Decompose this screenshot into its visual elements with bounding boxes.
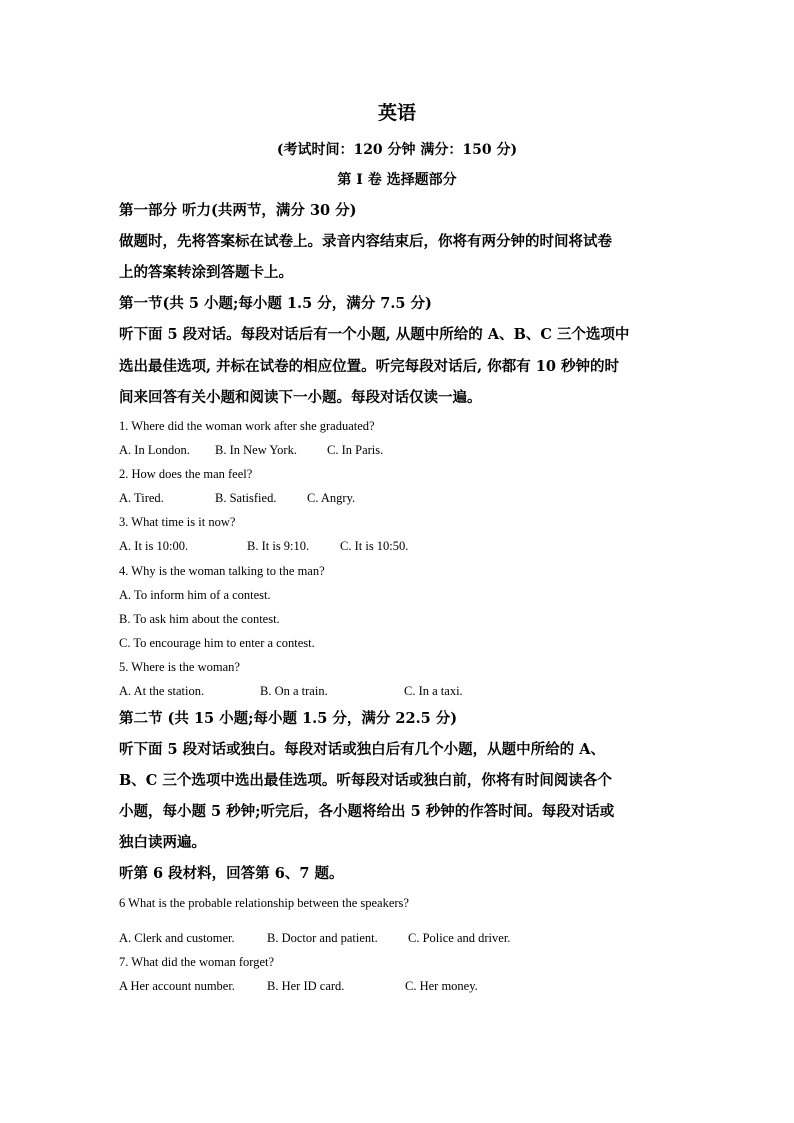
question-options [119,538,408,554]
part1-intro-line: 做题时，先将答案标在试卷上。录音内容结束后，你将有两分钟的时间将试卷 [119,233,612,250]
question-text: 2. How does the man feel? [119,467,253,481]
option-c: C. To encourage him to enter a contest. [119,636,315,650]
section1-instruction-line: 听下面 5 段对话。每段对话后有一个小题, 从题中所给的 A、B、C 三个选项中 [119,326,630,343]
question-options [119,978,478,994]
option-a: A. It is 10:00. [119,539,189,553]
option-b: B. In New York. [215,443,297,457]
volume-heading: 第 I 卷 选择题部分 [337,172,457,188]
question-options [119,442,383,458]
part1-heading: 第一部分 听力(共两节，满分 30 分) [119,202,357,219]
section2-heading: 第二节 (共 15 小题;每小题 1.5 分，满分 22.5 分) [119,710,458,727]
option-a: A. Clerk and customer. [119,931,235,945]
section1-instruction-line: 间来回答有关小题和阅读下一小题。每段对话仅读一遍。 [119,389,482,406]
question-text: 5. Where is the woman? [119,660,240,674]
option-c: C. Angry. [307,491,356,505]
option-c: C. It is 10:50. [340,539,409,553]
option-b: B. On a train. [260,684,328,698]
question-text: 1. Where did the woman work after she graduated? [119,419,375,433]
question-options [119,490,355,506]
option-c: C. In a taxi. [404,684,463,698]
section1-heading: 第一节(共 5 小题;每小题 1.5 分，满分 7.5 分) [119,295,432,312]
section2-instruction-line: 听下面 5 段对话或独白。每段对话或独白后有几个小题，从题中所给的 A、 [119,741,605,758]
option-c: C. Her money. [405,979,478,993]
option-a: A. In London. [119,443,190,457]
section2-instruction-line: B、C 三个选项中选出最佳选项。听每段对话或独白前，你将有时间阅读各个 [119,772,612,789]
section2-instruction-line: 小题，每小题 5 秒钟;听完后，各小题将给出 5 秒钟的作答时间。每段对话或 [119,803,615,820]
option-b: B. Satisfied. [215,491,277,505]
section1-instruction-line: 选出最佳选项, 并标在试卷的相应位置。听完每段对话后, 你都有 10 秒钟的时 [119,358,619,375]
exam-time-score: (考试时间：120 分钟 满分：150 分) [276,142,518,158]
option-b: B. Her ID card. [267,979,345,993]
question-text: 7. What did the woman forget? [119,955,275,969]
option-c: C. In Paris. [327,443,384,457]
option-b: B. It is 9:10. [247,539,310,553]
option-c: C. Police and driver. [408,931,511,945]
question-text: 6 What is the probable relationship between the speakers? [119,896,409,910]
option-a: A. To inform him of a contest. [119,588,271,602]
option-a: A. Tired. [119,491,164,505]
option-a: A Her account number. [119,979,235,993]
option-b: B. To ask him about the contest. [119,612,280,626]
part1-intro-line: 上的答案转涂到答题卡上。 [119,264,293,281]
exam-title: 英语 [377,102,416,124]
option-b: B. Doctor and patient. [267,931,378,945]
option-a: A. At the station. [119,684,205,698]
question-options [119,683,463,699]
question-options [119,930,510,946]
section2-instruction-line: 独白读两遍。 [119,834,206,851]
question-text: 3. What time is it now? [119,515,236,529]
material-instruction: 听第 6 段材料，回答第 6、7 题。 [119,865,344,882]
question-text: 4. Why is the woman talking to the man? [119,564,325,578]
